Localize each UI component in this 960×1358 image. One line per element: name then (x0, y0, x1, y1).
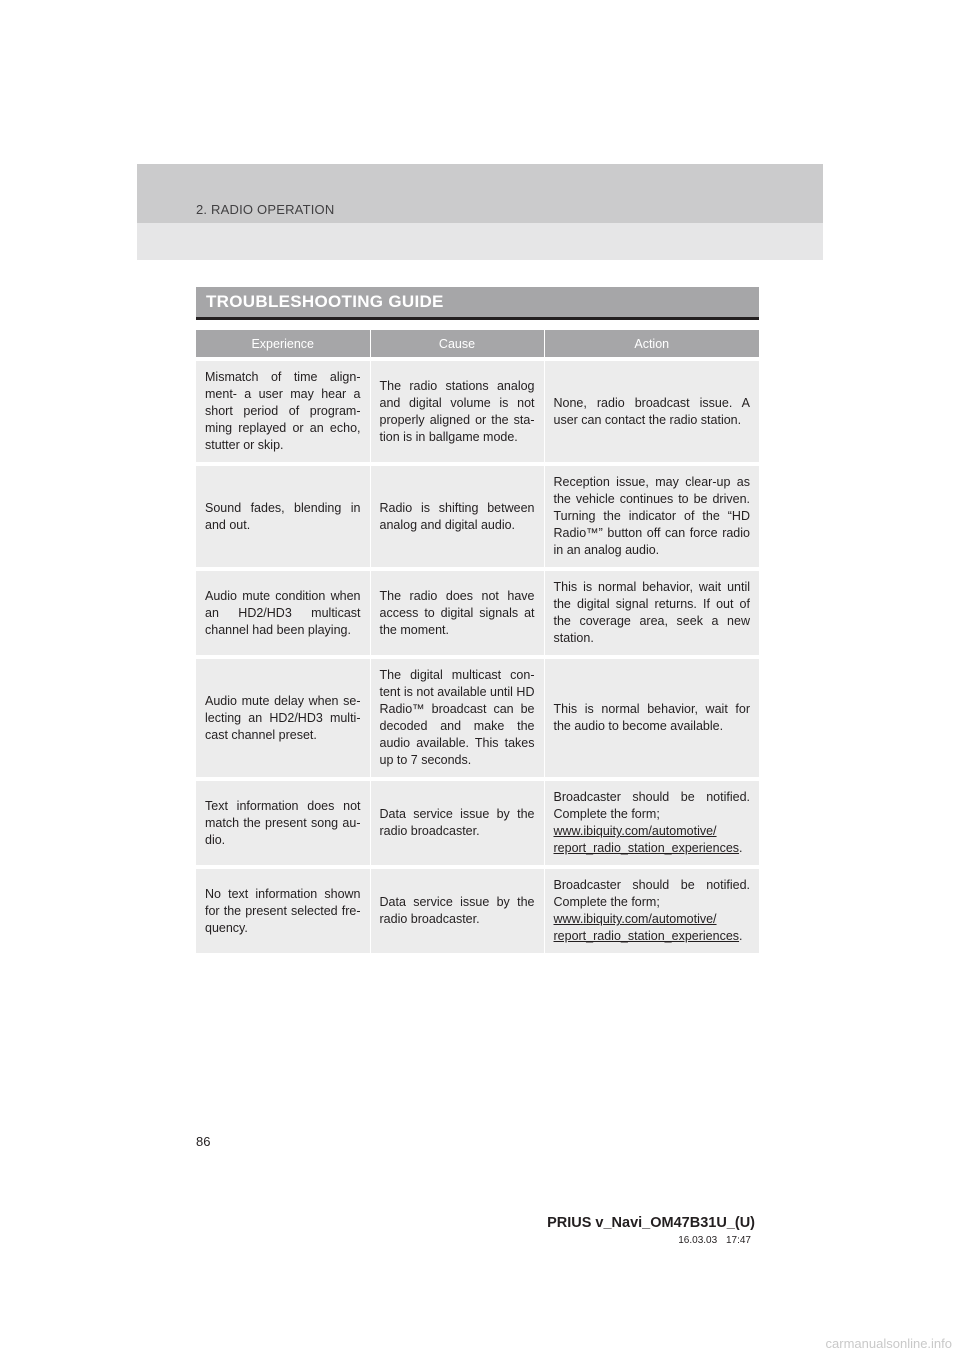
cause-cell: Radio is shifting between analog and digital audio. (370, 464, 544, 569)
cause-cell: Data service issue by the radio broadcaster. (370, 779, 544, 867)
table-row (196, 359, 759, 464)
report-link-line2: report_radio_station_experiences (553, 841, 740, 855)
watermark: carmanualsonline.info (825, 1336, 952, 1351)
action-text: Broadcaster should be notified. Complete the form; (553, 878, 750, 909)
cause-cell: The radio stations analog and digital volume is not properly aligned or the sta-tion is in ballgame mode. (370, 359, 544, 464)
action-cell (544, 867, 759, 953)
action-cell: None, radio broadcast issue. A user can contact the radio station. (544, 359, 759, 464)
action-cell: This is normal behavior, wait until the digital signal returns. If out of the coverage area, seek a new station. (544, 569, 759, 657)
action-text: Broadcaster should be notified. Complete the form; (553, 790, 750, 821)
cause-cell: Data service issue by the radio broadcaster. (370, 867, 544, 953)
report-link-line1: www.ibiquity.com/automotive/ (553, 824, 717, 838)
table-row (196, 867, 759, 953)
experience-cell: Text information does not match the present song au-dio. (196, 779, 370, 867)
column-header-cause: Cause (370, 330, 544, 359)
column-header-action: Action (544, 330, 759, 359)
report-link[interactable] (553, 824, 743, 855)
report-link-line1: www.ibiquity.com/automotive/ (553, 912, 717, 926)
section-label: 2. RADIO OPERATION (196, 202, 335, 217)
report-link-line2: report_radio_station_experiences (553, 929, 740, 943)
cause-cell: The digital multicast con-tent is not available until HD Radio™ broadcast can be decoded and make the audio available. This takes up to 7 seconds. (370, 657, 544, 779)
experience-cell: Audio mute delay when se-lecting an HD2/HD3 multi-cast channel preset. (196, 657, 370, 779)
experience-cell: No text information shown for the present selected fre-quency. (196, 867, 370, 953)
link-suffix: . (739, 841, 743, 855)
document-id: PRIUS v_Navi_OM47B31U_(U) (547, 1215, 755, 1231)
action-cell (544, 779, 759, 867)
table-row (196, 657, 759, 779)
experience-cell: Sound fades, blending in and out. (196, 464, 370, 569)
column-header-experience: Experience (196, 330, 370, 359)
document-time: 17:47 (725, 1235, 751, 1246)
document-timestamp (678, 1235, 751, 1246)
document-date: 16.03.03 (678, 1235, 718, 1246)
cause-cell: The radio does not have access to digital signals at the moment. (370, 569, 544, 657)
troubleshooting-table (196, 330, 759, 953)
action-cell: This is normal behavior, wait for the audio to become available. (544, 657, 759, 779)
experience-cell: Mismatch of time align-ment- a user may hear a short period of program-ming replayed or an echo, stutter or skip. (196, 359, 370, 464)
experience-cell: Audio mute condition when an HD2/HD3 multicast channel had been playing. (196, 569, 370, 657)
header-band (137, 164, 823, 260)
guide-title: TROUBLESHOOTING GUIDE (206, 292, 444, 311)
report-link[interactable] (553, 912, 743, 943)
action-cell: Reception issue, may clear-up as the vehicle continues to be driven. Turning the indicator of the “HD Radio™” button off can force radio in an analog audio. (544, 464, 759, 569)
table-header-row (196, 330, 759, 359)
page-number: 86 (196, 1134, 211, 1149)
table-row (196, 464, 759, 569)
table-row (196, 569, 759, 657)
table-row (196, 779, 759, 867)
link-suffix: . (739, 929, 743, 943)
guide-title-bar (196, 287, 759, 320)
header-top (137, 164, 823, 223)
